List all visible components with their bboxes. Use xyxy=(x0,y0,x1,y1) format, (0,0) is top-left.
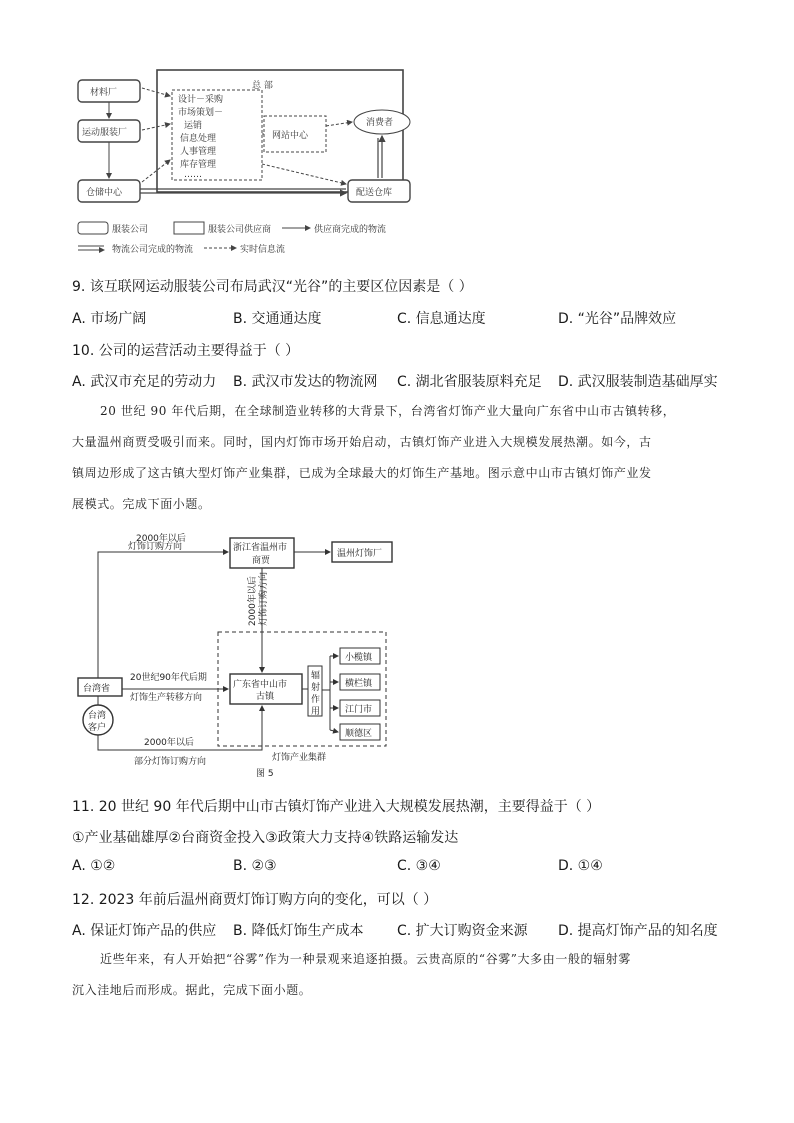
town-jiangmen: 江门市 xyxy=(345,705,373,715)
q9-option-b[interactable]: B. 交通通达度 xyxy=(233,311,322,327)
radiation-4: 用 xyxy=(311,707,321,717)
q12-option-a[interactable]: A. 保证灯饰产品的供应 xyxy=(72,923,217,939)
legend-supplier-logistics: 供应商完成的物流 xyxy=(314,225,387,235)
q10-option-c[interactable]: C. 湖北省服装原料充足 xyxy=(397,374,542,390)
func-1: 设计－采购 xyxy=(178,95,224,105)
guzhen-1: 广东省中山市 xyxy=(233,680,288,690)
passage2-line-2: 大量温州商贾受吸引而来。同时，国内灯饰市场开始启动，古镇灯饰产业进入大规模发展热潮。如今，古 xyxy=(72,435,652,449)
town-shunde: 顺德区 xyxy=(345,729,373,739)
q11-option-a[interactable]: A. ①② xyxy=(72,858,116,874)
label-bottom-1: 2000年以后 xyxy=(144,738,194,748)
label-vertical-1: 2000年以后 xyxy=(248,576,258,626)
legend-logistics-company: 物流公司完成的物流 xyxy=(112,245,194,255)
label-transfer-2: 灯饰生产转移方向 xyxy=(130,693,203,703)
q11-option-d[interactable]: D. ①④ xyxy=(558,858,603,874)
q12-option-b[interactable]: B. 降低灯饰生产成本 xyxy=(233,923,364,939)
q10-option-d[interactable]: D. 武汉服装制造基础厚实 xyxy=(558,374,718,390)
passage3-line-1: 近些年来，有人开始把“谷雾”作为一种景观来追逐拍摄。云贵高原的“谷雾”大多由一般的辐射雾 xyxy=(100,952,631,966)
q9-option-d[interactable]: D. “光谷”品牌效应 xyxy=(558,311,677,327)
warehouse-center: 仓储中心 xyxy=(86,188,123,198)
distribution-warehouse: 配送仓库 xyxy=(356,188,393,198)
func-7: …… xyxy=(184,170,202,180)
website-center: 网站中心 xyxy=(272,131,309,141)
q12-stem: 12. 2023 年前后温州商贾灯饰订购方向的变化，可以（ ） xyxy=(72,892,438,908)
func-2: 市场策划－ xyxy=(178,108,224,118)
town-xiaolan: 小榄镇 xyxy=(345,653,373,663)
wenzhou-merchants-1: 浙江省温州市 xyxy=(233,543,288,553)
hq-title: 总 部 xyxy=(252,81,273,91)
taiwan-clients-1: 台湾 xyxy=(88,711,107,721)
legend-supplier: 服装公司供应商 xyxy=(208,225,272,235)
q10-stem: 10. 公司的运营活动主要得益于（ ） xyxy=(72,343,300,359)
passage3-line-2: 沉入洼地后而形成。据此，完成下面小题。 xyxy=(72,983,312,997)
q10-option-b[interactable]: B. 武汉市发达的物流网 xyxy=(233,374,378,390)
figure-caption: 图 5 xyxy=(256,769,274,778)
q12-option-d[interactable]: D. 提高灯饰产品的知名度 xyxy=(558,923,718,939)
radiation-2: 射 xyxy=(311,683,321,693)
wenzhou-factory: 温州灯饰厂 xyxy=(337,549,383,559)
q9-option-a[interactable]: A. 市场广阔 xyxy=(72,311,147,327)
func-5: 人事管理 xyxy=(180,147,217,157)
legend-company: 服装公司 xyxy=(112,225,149,235)
supply-chain-diagram xyxy=(72,64,422,264)
lighting-industry-diagram xyxy=(72,530,400,778)
taiwan-clients-2: 客户 xyxy=(88,723,107,733)
legend-realtime-info: 实时信息流 xyxy=(240,245,286,255)
q9-option-c[interactable]: C. 信息通达度 xyxy=(397,311,486,327)
consumer: 消费者 xyxy=(366,118,394,128)
passage2-line-3: 镇周边形成了这古镇大型灯饰产业集群，已成为全球最大的灯饰生产基地。图示意中山市古镇灯饰产业发 xyxy=(72,466,652,480)
q9-stem: 9. 该互联网运动服装公司布局武汉“光谷”的主要区位因素是（ ） xyxy=(72,279,473,295)
label-top-1: 2000年以后 xyxy=(136,534,186,544)
label-transfer-1: 20世纪90年代后期 xyxy=(130,673,207,683)
func-3: 运销 xyxy=(184,121,203,131)
label-bottom-2: 部分灯饰订购方向 xyxy=(134,757,207,767)
radiation-1: 辐 xyxy=(311,671,321,681)
sportswear-factory: 运动服装厂 xyxy=(82,128,128,138)
label-vertical-2: 灯饰订购方向 xyxy=(259,571,269,626)
q12-option-c[interactable]: C. 扩大订购资金来源 xyxy=(397,923,528,939)
q11-items: ①产业基础雄厚②台商资金投入③政策大力支持④铁路运输发达 xyxy=(72,830,459,846)
func-4: 信息处理 xyxy=(180,134,217,144)
passage2-line-1: 20 世纪 90 年代后期，在全球制造业转移的大背景下，台湾省灯饰产业大量向广东省中山市古镇转移， xyxy=(100,404,676,418)
taiwan: 台湾省 xyxy=(83,684,111,694)
passage-lighting-industry xyxy=(72,396,724,520)
passage-valley-fog xyxy=(72,944,724,1006)
func-6: 库存管理 xyxy=(180,160,217,170)
cluster-label: 灯饰产业集群 xyxy=(272,753,327,763)
q11-stem: 11. 20 世纪 90 年代后期中山市古镇灯饰产业进入大规模发展热潮，主要得益于（ ） xyxy=(72,799,601,815)
passage2-line-4: 展模式。完成下面小题。 xyxy=(72,497,211,511)
q11-option-c[interactable]: C. ③④ xyxy=(397,858,441,874)
town-henglan: 横栏镇 xyxy=(345,679,373,689)
q10-option-a[interactable]: A. 武汉市充足的劳动力 xyxy=(72,374,217,390)
q11-option-b[interactable]: B. ②③ xyxy=(233,858,277,874)
radiation-3: 作 xyxy=(311,695,321,705)
guzhen-2: 古镇 xyxy=(256,692,275,702)
label-top-2: 灯饰订购方向 xyxy=(128,542,183,552)
wenzhou-merchants-2: 商贾 xyxy=(252,556,271,566)
materials-factory: 材料厂 xyxy=(90,88,118,98)
